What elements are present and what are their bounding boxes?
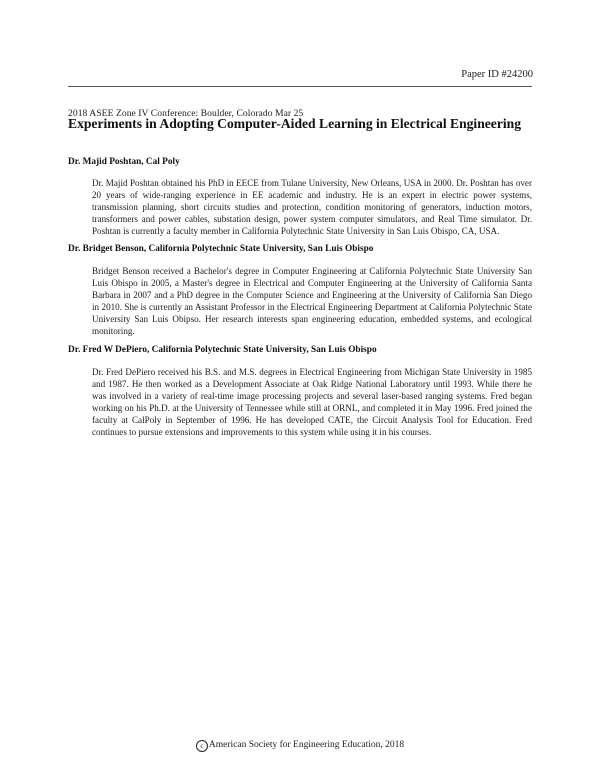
paper-id: Paper ID #24200 xyxy=(461,69,533,80)
copyright-icon: c xyxy=(196,740,208,752)
author-bio-2: Bridget Benson received a Bachelor's degree in Computer Engineering at California Polytechnic State University San Luis Obispo in 2005, a Master's degree in Electrical and Computer Engineering at the University of California Santa Barbara in 2007 and a PhD degree in the Computer Science and Engineering at the University of California San Diego in 2010. She is currently an Assistant Professor in the Electrical Engineering Department at California Polytechnic State University San Luis Obipso. Her research interests span engineering education, embedded systems, and ecological monitoring. xyxy=(92,266,532,337)
author-name-1: Dr. Majid Poshtan, Cal Poly xyxy=(68,157,180,167)
header-rule xyxy=(68,86,532,87)
paper-title: Experiments in Adopting Computer-Aided Learning in Electrical Engineering xyxy=(68,116,522,131)
footer xyxy=(0,740,600,752)
conference-line: 2018 ASEE Zone IV Conference: Boulder, Colorado Mar 25 xyxy=(68,108,304,119)
author-bio-1: Dr. Majid Poshtan obtained his PhD in EECE from Tulane University, New Orleans, USA in 2000. Dr. Poshtan has over 20 years of wide-ranging experience in EE academic and industry. He is an expert in electric power systems, transmission planning, short circuits studies and protection, condition monitoring of generators, induction motors, transformers and power cables, substation design, power system computer simulators, and Real Time simulator. Dr. Poshtan is currently a faculty member in California Polytechnic State University in San Luis Obispo, CA, USA. xyxy=(92,178,532,237)
footer-text: American Society for Engineering Education, 2018 xyxy=(208,740,405,750)
author-name-3: Dr. Fred W DePiero, California Polytechnic State University, San Luis Obispo xyxy=(68,345,377,355)
author-name-2: Dr. Bridget Benson, California Polytechnic State University, San Luis Obispo xyxy=(68,244,374,254)
author-bio-3: Dr. Fred DePiero received his B.S. and M.S. degrees in Electrical Engineering from Michigan State University in 1985 and 1987. He then worked as a Development Associate at Oak Ridge National Laboratory until 1993. While there he was involved in a variety of real-time image processing projects and several laser-based ranging systems. Fred began working on his Ph.D. at the University of Tennessee while still at ORNL, and completed it in May 1996. Fred joined the faculty at CalPoly in September of 1996. He has developed CATE, the Circuit Analysis Tool for Education. Fred continues to pursue extensions and improvements to this system while using it in his courses. xyxy=(92,367,532,438)
